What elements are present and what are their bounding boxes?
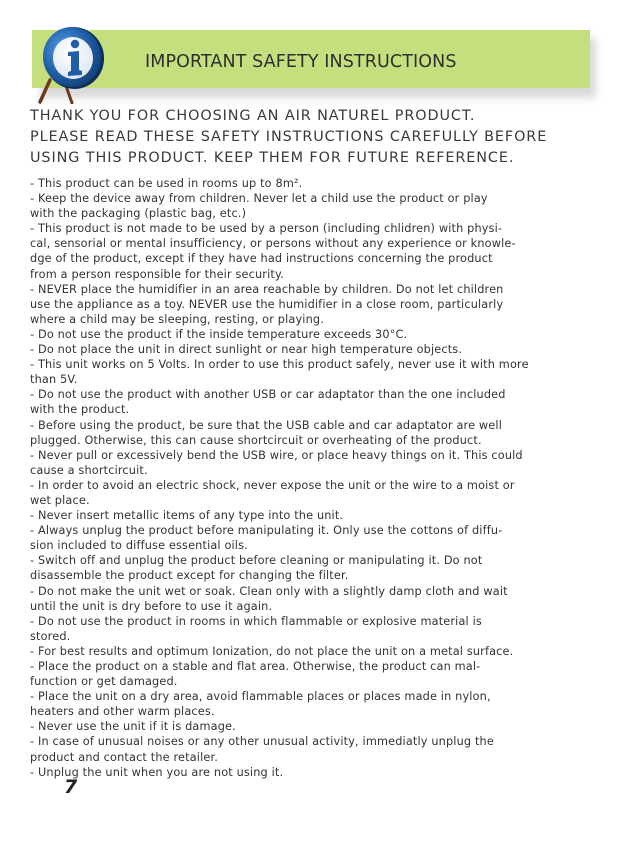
rule-line: - This product is not made to be used by a person (including chlidren) with physi-	[30, 222, 503, 236]
rule-line: - This unit works on 5 Volts. In order to use this product safely, never use it with more	[30, 358, 529, 372]
rule-line: dge of the product, except if they have had instructions concerning the product	[30, 252, 493, 266]
rule-line: - In case of unusual noises or any other unusual activity, immediatly unplug the	[30, 735, 494, 749]
rule-line: - In order to avoid an electric shock, never expose the unit or the wire to a moist or	[30, 478, 515, 492]
rule-line: - Never insert metallic items of any type into the unit.	[30, 509, 344, 523]
rule-line: - NEVER place the humidifier in an area reachable by children. Do not let children	[30, 282, 504, 296]
rule-line: with the product.	[30, 403, 130, 417]
rule-line: where a child may be sleeping, resting, or playing.	[30, 312, 324, 326]
rule-line: - This product can be used in rooms up to 8m².	[30, 177, 303, 190]
rule-line: - Place the product on a stable and flat area. Otherwise, the product can mal-	[30, 660, 481, 673]
rule-line: than 5V.	[30, 373, 78, 387]
rule-line: sion included to diffuse essential oils.	[30, 539, 248, 553]
rule-line: - Do not use the product if the inside temperature exceeds 30°C.	[30, 327, 408, 341]
intro-text	[30, 106, 600, 169]
intro-line: THANK YOU FOR CHOOSING AN AIR NATUREL PRODUCT.	[30, 108, 476, 124]
rule-line: - Do not use the product with another USB or car adaptator than the one included	[30, 388, 506, 402]
rule-line: - Do not use the product in rooms in which flammable or explosive material is	[30, 614, 482, 628]
rule-line: cal, sensorial or mental insufficiency, or persons without any experience or knowle-	[30, 237, 516, 251]
rule-line: - Always unplug the product before manipulating it. Only use the cottons of diffu-	[30, 524, 503, 538]
rule-line: cause a shortcircuit.	[30, 463, 148, 477]
rule-line: product and contact the retailer.	[30, 750, 218, 764]
safety-rules-list	[30, 176, 592, 780]
rule-line: from a person responsible for their security.	[30, 267, 284, 281]
rule-line: - Before using the product, be sure that the USB cable and car adaptator are well	[30, 418, 502, 432]
rule-line: - Never pull or excessively bend the USB wire, or place heavy things on it. This could	[30, 448, 523, 462]
rule-line: - Switch off and unplug the product before cleaning or manipulating it. Do not	[30, 554, 483, 568]
rule-line: - Keep the device away from children. Never let a child use the product or play	[30, 192, 488, 206]
rule-line: - Do not make the unit wet or soak. Clean only with a slightly damp cloth and wait	[30, 584, 508, 598]
info-icon	[36, 24, 110, 104]
intro-line: USING THIS PRODUCT. KEEP THEM FOR FUTURE REFERENCE.	[30, 150, 515, 166]
page-title: IMPORTANT SAFETY INSTRUCTIONS	[145, 52, 457, 72]
rule-line: - Place the unit on a dry area, avoid flammable places or places made in nylon,	[30, 690, 491, 704]
rule-line: - Unplug the unit when you are not using it.	[30, 765, 284, 779]
rule-line: - Do not place the unit in direct sunlight or near high temperature objects.	[30, 343, 463, 357]
rule-line: - Never use the unit if it is damage.	[30, 720, 236, 734]
rule-line: heaters and other warm places.	[30, 705, 215, 719]
rule-line: use the appliance as a toy. NEVER use the humidifier in a close room, particularly	[30, 297, 504, 311]
rule-line: stored.	[30, 629, 71, 643]
rule-line: until the unit is dry before to use it again.	[30, 599, 273, 613]
rule-line: plugged. Otherwise, this can cause shortcircuit or overheating of the product.	[30, 433, 482, 447]
intro-line: PLEASE READ THESE SAFETY INSTRUCTIONS CAREFULLY BEFORE	[30, 129, 548, 145]
rule-line: disassemble the product except for changing the filter.	[30, 569, 349, 583]
page-number: 7	[64, 776, 78, 798]
header-banner	[32, 30, 590, 88]
rule-line: - For best results and optimum Ionization, do not place the unit on a metal surface.	[30, 644, 514, 658]
rule-line: function or get damaged.	[30, 675, 178, 689]
rule-line: wet place.	[30, 493, 90, 507]
rule-line: with the packaging (plastic bag, etc.)	[30, 207, 247, 221]
